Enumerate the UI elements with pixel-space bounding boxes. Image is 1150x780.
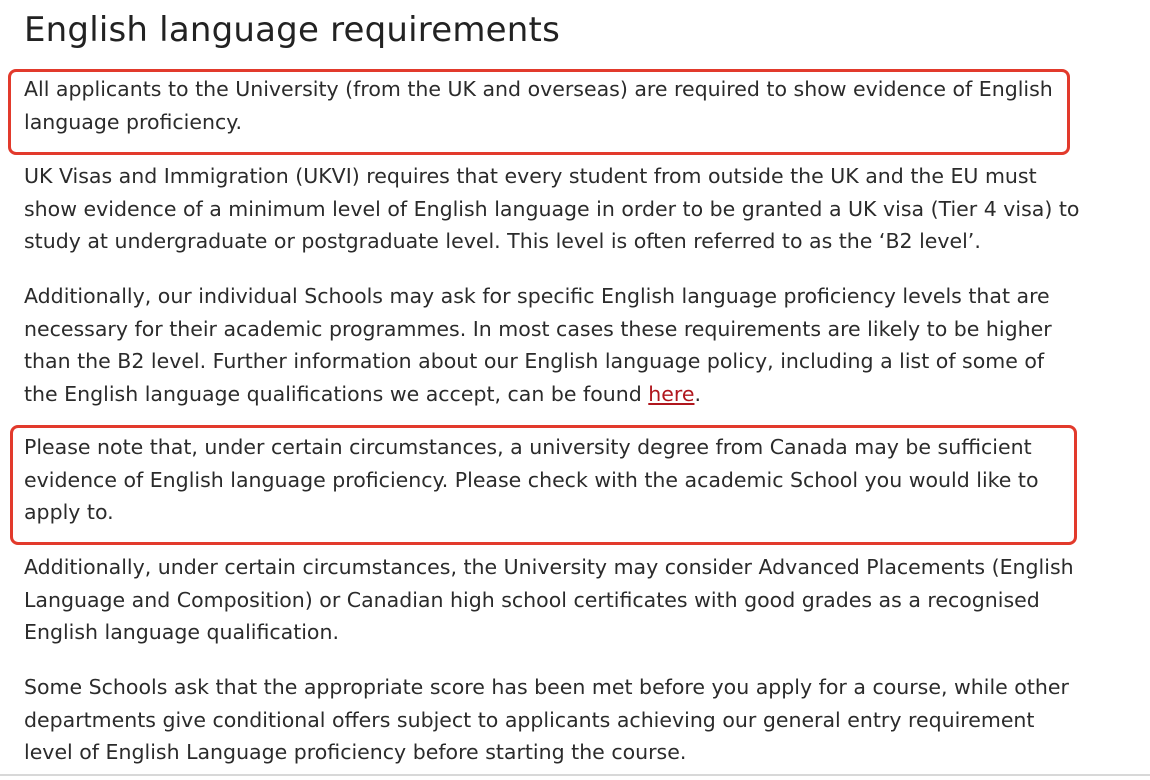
english-policy-link[interactable]: here	[648, 381, 695, 406]
bottom-divider	[0, 774, 1150, 776]
paragraph-text-end: .	[694, 381, 702, 406]
paragraph-schools-requirements	[24, 280, 1084, 410]
highlight-box-applicants	[8, 69, 1070, 155]
paragraph-all-applicants: All applicants to the University (from the UK and overseas) are required to show evidence of English language proficiency.	[24, 77, 1053, 134]
highlight-box-canada	[10, 425, 1077, 545]
page-title: English language requirements	[24, 10, 560, 50]
paragraph-text: Additionally, our individual Schools may ask for specific English language proficiency levels that are necessary for their academic programmes. In most cases these requirements are likely to be higher than the B2 level. Further information about our English language policy, including a list of some of the English language qualifications we accept, can be found	[24, 284, 1052, 406]
paragraph-ukvi: UK Visas and Immigration (UKVI) requires that every student from outside the UK and the EU must show evidence of a minimum level of English language in order to be granted a UK visa (Tier 4 visa) to study at undergraduate or postgraduate level. This level is often referred to as the ‘B2 level’.	[24, 164, 1080, 253]
paragraph-conditional-offers: Some Schools ask that the appropriate score has been met before you apply for a course, while other departments give conditional offers subject to applicants achieving our general entry requirement level of English Language proficiency before starting the course.	[24, 675, 1069, 764]
paragraph-canada-degree: Please note that, under certain circumstances, a university degree from Canada may be sufficient evidence of English language proficiency. Please check with the academic School you would like to apply to.	[24, 435, 1039, 524]
paragraph-advanced-placements: Additionally, under certain circumstances, the University may consider Advanced Placements (English Language and Composition) or Canadian high school certificates with good grades as a recognised English language qualification.	[24, 555, 1074, 644]
